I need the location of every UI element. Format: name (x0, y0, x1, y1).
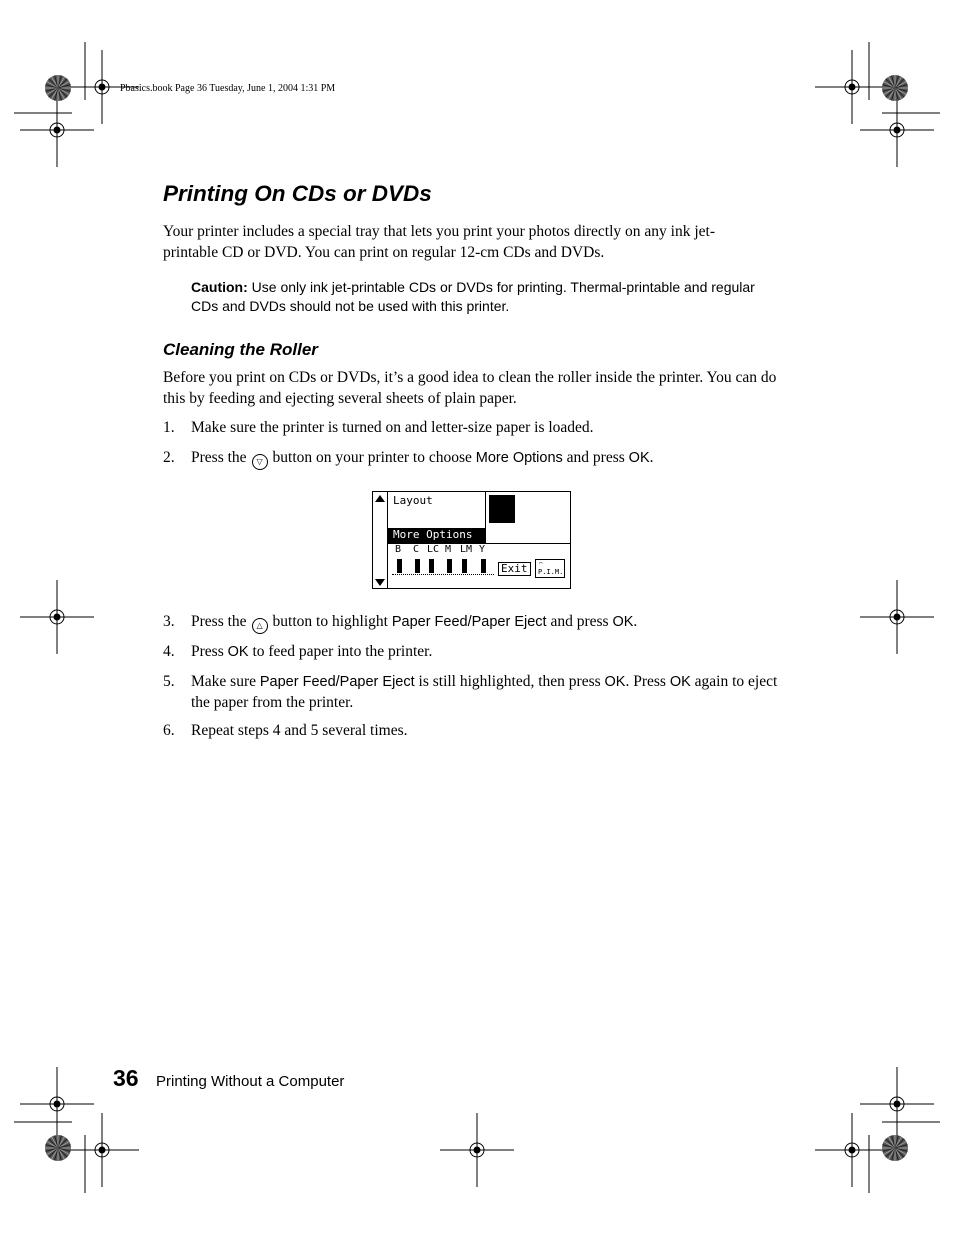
ui-label-ok: OK (604, 674, 626, 690)
color-target-icon (45, 75, 71, 101)
ink-bar-b (397, 559, 402, 573)
intro-paragraph: Your printer includes a special tray that lets you print your photos directly on any ink jet- printable CD or DVD. You can print on regular 12-cm CDs and DVDs. (163, 223, 716, 261)
up-arrow-button-icon: △ (252, 618, 268, 634)
registration-mark-icon (815, 1113, 889, 1187)
step-text: button to highlight (272, 613, 388, 630)
registration-mark-icon (815, 50, 889, 124)
ui-label-ok: OK (612, 614, 634, 630)
step-number: 2. (163, 449, 175, 466)
ink-baseline (392, 574, 494, 575)
down-arrow-button-icon: ▽ (252, 454, 268, 470)
step-punct: . (633, 613, 638, 630)
step-number: 3. (163, 613, 175, 630)
registration-mark-icon (20, 580, 94, 654)
lcd-divider (485, 492, 486, 544)
ink-label-b: B (395, 544, 402, 555)
photo-thumbnail (489, 495, 515, 523)
ink-bar-lm (462, 559, 467, 573)
registration-mark-icon (65, 1113, 139, 1187)
step-punct: . (649, 449, 654, 466)
step-4 (163, 642, 783, 663)
step-text: Make sure (191, 673, 256, 690)
step-number: 6. (163, 722, 175, 739)
step-text: Repeat steps 4 and 5 several times. (191, 722, 408, 739)
registration-mark-icon (20, 93, 94, 167)
ink-bar-m (447, 559, 452, 573)
step-1 (163, 418, 783, 439)
ink-label-y: Y (479, 544, 486, 555)
step-number: 5. (163, 673, 175, 690)
step-number: 4. (163, 643, 175, 660)
step-text: and press (566, 449, 625, 466)
step-number: 1. (163, 419, 175, 436)
step-text: to feed paper into the printer. (252, 643, 433, 660)
ui-label-ok: OK (227, 644, 249, 660)
lcd-screen (372, 491, 571, 589)
lcd-menu-layout: Layout (393, 494, 433, 507)
ink-bar-y (481, 559, 486, 573)
pim-label: P.I.M. (538, 568, 564, 576)
ui-label-paper-feed: Paper Feed/Paper Eject (391, 614, 547, 630)
ui-label-ok: OK (628, 450, 650, 466)
ink-label-c: C (413, 544, 420, 555)
body-paragraph: Before you print on CDs or DVDs, it’s a good idea to clean the roller inside the printer. You can do this by feeding and ejecting several sheets of plain paper. (163, 369, 777, 407)
step-6 (163, 721, 783, 742)
lcd-scrollbar (373, 492, 388, 588)
ink-label-m: M (445, 544, 452, 555)
registration-mark-icon (440, 1113, 514, 1187)
lcd-exit-button: Exit (498, 562, 531, 576)
step-text: and press (550, 613, 609, 630)
lcd-menu-more-options: More Options (393, 528, 473, 541)
color-target-icon (45, 1135, 71, 1161)
color-target-icon (882, 1135, 908, 1161)
ui-label-more-options: More Options (475, 450, 563, 466)
caution-label: Caution: (191, 279, 248, 295)
caution-text: Use only ink jet-printable CDs or DVDs for printing. Thermal-printable and regular CDs and DVDs should not be used with this printer. (191, 279, 755, 314)
header-slug: Pbasics.book Page 36 Tuesday, June 1, 2004 1:31 PM (120, 83, 336, 94)
section-heading: Cleaning the Roller (163, 340, 318, 359)
lcd-pim-button (535, 559, 565, 578)
step-3 (163, 612, 783, 633)
color-target-icon (882, 75, 908, 101)
scroll-up-arrow-icon (375, 495, 385, 502)
step-text: is still highlighted, then press (418, 673, 601, 690)
ui-label-paper-feed: Paper Feed/Paper Eject (259, 674, 415, 690)
registration-mark-icon (860, 93, 934, 167)
step-text: button on your printer to choose (272, 449, 472, 466)
step-text: again to eject the paper from the printer. (191, 673, 778, 711)
pim-symbol-icon: ⌒ (539, 560, 543, 567)
registration-mark-icon (860, 1067, 934, 1141)
step-text: Press the (191, 449, 247, 466)
registration-mark-icon (20, 1067, 94, 1141)
ink-bar-lc (429, 559, 434, 573)
ui-label-ok: OK (669, 674, 691, 690)
step-text: Press the (191, 613, 247, 630)
scroll-down-arrow-icon (375, 579, 385, 586)
page-title: Printing On CDs or DVDs (163, 181, 432, 206)
footer-section-title: Printing Without a Computer (156, 1073, 345, 1090)
caution-note (191, 278, 771, 316)
ink-bar-c (415, 559, 420, 573)
step-text: Make sure the printer is turned on and letter-size paper is loaded. (191, 419, 594, 436)
step-text: . Press (625, 673, 666, 690)
ink-label-lc: LC (427, 544, 440, 555)
registration-mark-icon (860, 580, 934, 654)
page-number: 36 (113, 1065, 139, 1091)
step-text: Press (191, 643, 224, 660)
ink-label-lm: LM (460, 544, 473, 555)
step-2 (163, 448, 783, 469)
